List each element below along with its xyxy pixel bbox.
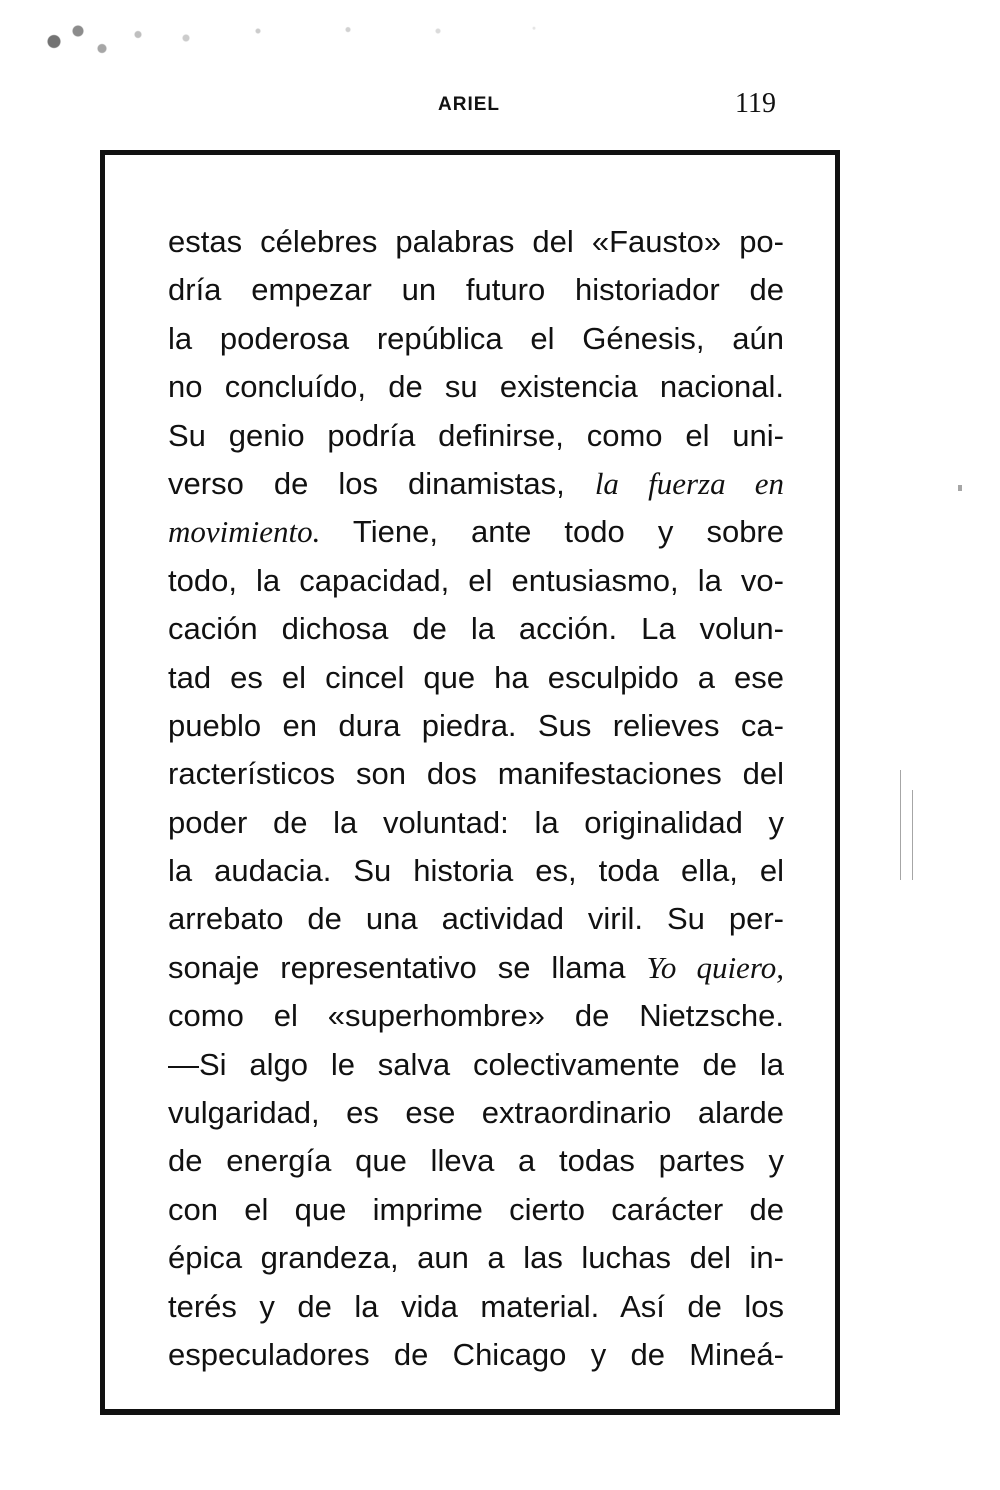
text-run: Su genio podría definirse, como el uni- — [168, 417, 784, 453]
running-head: ARIEL — [438, 94, 500, 115]
body-text — [168, 218, 784, 1379]
text-line — [168, 218, 784, 266]
text-run: como el «superhombre» de Nietzsche. — [168, 998, 784, 1034]
scan-mark — [958, 485, 962, 491]
text-line — [168, 895, 784, 943]
text-run: terés y de la vida material. Así de los — [168, 1288, 784, 1324]
text-run: con el que imprime cierto carácter de — [168, 1191, 784, 1227]
text-run: tad es el cincel que ha esculpido a ese — [168, 659, 784, 695]
text-line — [168, 1137, 784, 1185]
text-line — [168, 654, 784, 702]
text-line — [168, 605, 784, 653]
text-run: —Si algo le salva colectivamente de la — [168, 1046, 784, 1082]
text-run: cación dichosa de la acción. La volun- — [168, 611, 784, 647]
text-run: arrebato de una actividad viril. Su per- — [168, 901, 784, 937]
text-run: especuladores de Chicago y de Mineá- — [168, 1336, 784, 1372]
text-run: dría empezar un futuro historiador de — [168, 272, 784, 308]
text-run: Tiene, ante todo y sobre — [320, 514, 784, 550]
text-line — [168, 1186, 784, 1234]
text-run: pueblo en dura piedra. Sus relieves ca- — [168, 707, 784, 743]
text-run: todo, la capacidad, el entusiasmo, la vo- — [168, 562, 784, 598]
text-run: épica grandeza, aun a las luchas del in- — [168, 1240, 784, 1276]
text-run: verso de los dinamistas, — [168, 465, 595, 501]
text-line — [168, 992, 784, 1040]
text-line — [168, 412, 784, 460]
scan-noise — [18, 10, 618, 80]
text-line — [168, 363, 784, 411]
text-run: sonaje representativo se llama — [168, 949, 647, 985]
text-run: de energía que lleva a todas partes y — [168, 1143, 784, 1179]
text-run: racterísticos son dos manifestaciones del — [168, 756, 784, 792]
text-line — [168, 799, 784, 847]
text-line — [168, 702, 784, 750]
text-line — [168, 1041, 784, 1089]
italic-text: movimiento. — [168, 514, 321, 550]
scan-mark — [912, 790, 913, 880]
text-line — [168, 557, 784, 605]
text-line — [168, 266, 784, 314]
text-run: poder de la voluntad: la originalidad y — [168, 804, 784, 840]
text-line — [168, 315, 784, 363]
text-run: la poderosa república el Génesis, aún — [168, 320, 784, 356]
text-line — [168, 944, 784, 992]
page-number: 119 — [735, 88, 776, 119]
text-line — [168, 1234, 784, 1282]
text-run: no concluído, de su existencia nacional. — [168, 369, 784, 405]
text-line — [168, 460, 784, 508]
text-line — [168, 847, 784, 895]
text-run: vulgaridad, es ese extraordinario alarde — [168, 1095, 784, 1131]
italic-text: Yo quiero, — [646, 949, 784, 985]
text-line — [168, 750, 784, 798]
text-line — [168, 1331, 784, 1379]
scan-mark — [900, 770, 901, 880]
text-run: la audacia. Su historia es, toda ella, el — [168, 853, 784, 889]
text-line — [168, 508, 784, 556]
text-run: estas célebres palabras del «Fausto» po- — [168, 224, 784, 259]
text-line — [168, 1089, 784, 1137]
text-line — [168, 1283, 784, 1331]
italic-text: la fuerza en — [594, 465, 785, 501]
